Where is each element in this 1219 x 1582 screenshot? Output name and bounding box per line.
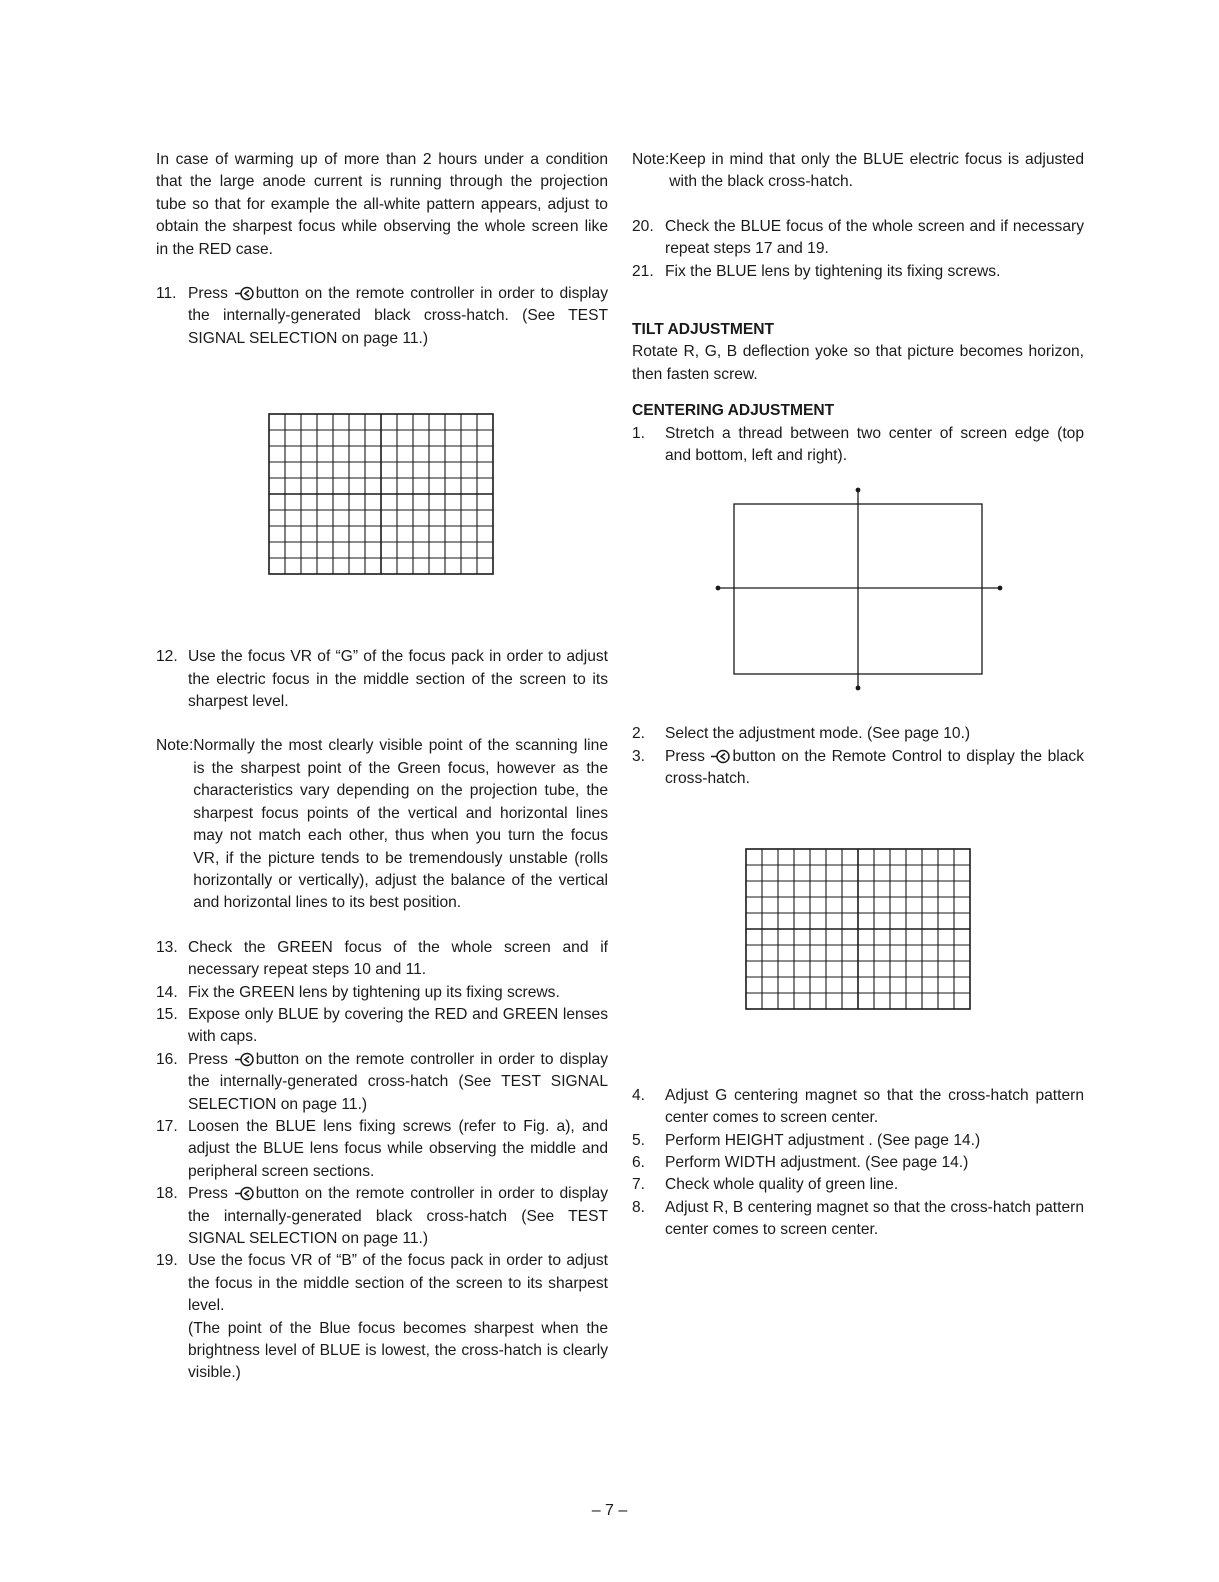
note-label: Note: [156,737,194,755]
step-16: 16. Press button on the remote controller in order to display the internally-generated cross-hatch (See TEST SIGNAL SELECTION on page 11.) [156,1050,608,1113]
thread-pin-top [856,488,861,493]
step-18: 18. Press button on the remote controller in order to display the internally-generated black cross-hatch (See TEST SIGNAL SELECTION on page 11.) [156,1185,608,1247]
step-number: 12. [156,648,178,666]
crosshatch-figure-1 [156,412,608,576]
thread-pin-bottom [856,686,861,691]
centering-step-4: 4. Adjust G centering magnet so that the cross-hatch pattern center comes to screen center. [632,1086,1084,1127]
tilt-heading: TILT ADJUSTMENT [632,321,775,339]
input-select-icon [235,1186,255,1201]
input-select-icon [711,749,731,764]
centering-heading: CENTERING ADJUSTMENT [632,402,835,420]
step-19: 19. Use the focus VR of “B” of the focus pack in order to adjust the focus in the middle section of the screen to its sharpest level. (The point of the Blue focus becomes sharpest when the brightness level of BLUE is lowest, the cross-hatch is clearly visible.) [156,1252,608,1382]
centering-step-5: 5. Perform HEIGHT adjustment . (See page 14.) [632,1131,981,1149]
page-number: – 7 – [591,1502,628,1519]
step-11: 11. Press button on the remote controller in order to display the internally-generated black cross-hatch. (See TEST SIGNAL SELECTION on page 11.) [156,283,608,350]
step-13: 13. Check the GREEN focus of the whole screen and if necessary repeat steps 10 and 11. [156,938,608,979]
thread-pin-right [998,586,1003,591]
thread-centering-figure [632,487,1084,691]
step-number: 11. [156,285,177,303]
step-15: 15. Expose only BLUE by covering the RED and GREEN lenses with caps. [156,1005,608,1046]
step-21: 21. Fix the BLUE lens by tightening its fixing screws. [632,262,1001,280]
step-20: 20. Check the BLUE focus of the whole screen and if necessary repeat steps 17 and 19. [632,217,1084,258]
centering-step-1: 1. Stretch a thread between two center of screen edge (top and bottom, left and right). [632,424,1084,465]
thread-pin-left [716,586,721,591]
note-blue-focus: Note: Keep in mind that only the BLUE electric focus is adjusted with the black cross-hatch. [632,149,1084,194]
tilt-text: Rotate R, G, B deflection yoke so that picture becomes horizon, then fasten screw. [632,343,1084,383]
note-green-focus: Note: Normally the most clearly visible point of the scanning line is the sharpest point of the Green focus, however as the characteristics vary depending on the projection tube, the sharpest focus points of the vertical and horizontal lines may not match each other, thus when you turn the focus VR, if the picture tends to be tremendously unstable (rolls horizontally or vertically), adjust the balance of the vertical and horizontal lines to its best position. [156,735,608,914]
crosshatch-figure-2 [632,847,1084,1011]
right-column [632,149,1084,1242]
left-column [156,149,608,1385]
step-17: 17. Loosen the BLUE lens fixing screws (refer to Fig. a), and adjust the BLUE lens focus while observing the middle and peripheral screen sections. [156,1117,608,1180]
input-select-icon [235,1052,255,1067]
centering-step-2: 2. Select the adjustment mode. (See page 10.) [632,725,971,743]
step-12: 12. Use the focus VR of “G” of the focus pack in order to adjust the electric focus in the middle section of the screen to its sharpest level. [156,646,608,713]
centering-step-3: 3. Press button on the Remote Control to display the black cross-hatch. [632,747,1084,788]
centering-step-6: 6. Perform WIDTH adjustment. (See page 14.) [632,1153,969,1171]
note-label: Note: [632,151,670,168]
intro-paragraph: In case of warming up of more than 2 hours under a condition that the large anode current is running through the projection tube so that for example the all-white pattern appears, adjust to obtain the sharpest focus while observing the whole screen like in the RED case. [156,151,608,258]
centering-step-8: 8. Adjust R, B centering magnet so that the cross-hatch pattern center comes to screen center. [632,1198,1084,1239]
input-select-icon [235,286,255,301]
centering-step-7: 7. Check whole quality of green line. [632,1176,899,1194]
step-14: 14. Fix the GREEN lens by tightening up its fixing screws. [156,983,560,1001]
